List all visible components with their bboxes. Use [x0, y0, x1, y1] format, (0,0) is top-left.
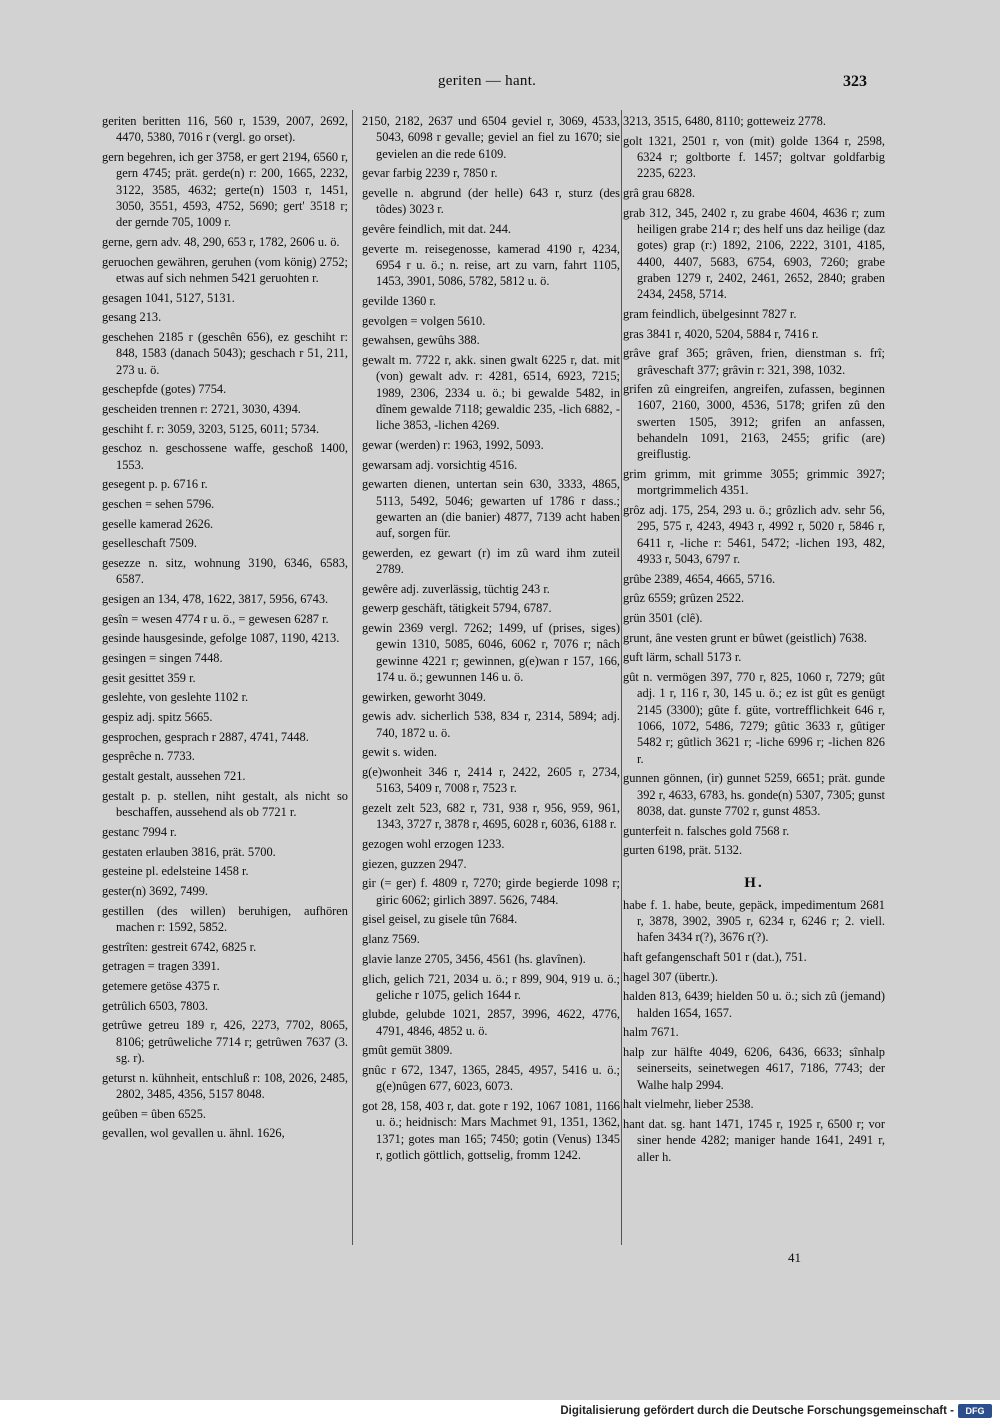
dictionary-entry: gmût gemüt 3809. [362, 1043, 453, 1058]
dictionary-entry: gewis adv. sicherlich 538, 834 r, 2314, 5894; adj. 740, 1872 u. ö. [362, 709, 620, 740]
dictionary-entry: gût n. vermögen 397, 770 r, 825, 1060 r, 7279; gût adj. 1 r, 116 r, 30, 145 u. ö.; ez ist gût es genügt 2145 (3300); gûte f. güte, vortrefflichkeit 646 r, 1066, 1072, 5486, 7279; gûtic 3633 r, gûtiger 5482 r; gûtlich 3621 r; -liche 6996 r; -lichen 826 r. [623, 670, 885, 766]
dictionary-entry: gisel geisel, zu gisele tûn 7684. [362, 912, 518, 927]
dictionary-entry: gram feindlich, übelgesinnt 7827 r. [623, 306, 797, 321]
dictionary-entry: getrûlich 6503, 7803. [102, 998, 208, 1013]
dictionary-entry: glanz 7569. [362, 932, 420, 947]
dictionary-entry: getrûwe getreu 189 r, 426, 2273, 7702, 8065, 8106; getrûweliche 7714 r; getrûwen 7637 (3. sg. r). [102, 1018, 348, 1065]
dictionary-entry: gezelt zelt 523, 682 r, 731, 938 r, 956, 959, 961, 1343, 3727 r, 3878 r, 4695, 6028 r, 6036, 6188 r. [362, 801, 620, 832]
dictionary-entry: geverte m. reisegenosse, kamerad 4190 r, 4234, 6954 r u. ö.; n. reise, art zu varn, fahrt 1105, 1453, 3901, 5086, 5782, 5812 u. ö. [362, 241, 620, 289]
dictionary-entry: halp zur hälfte 4049, 6206, 6436, 6633; sînhalp seinerseits, seinetwegen 4617, 7186, 7743; der Walhe halp 2994. [623, 1045, 885, 1092]
dictionary-entry: got 28, 158, 403 r, dat. gote r 192, 1067 1081, 1166 u. ö.; heidnisch: Mars Machmet 91, 1351, 1362, 1371; gotes man 165; 7450; gotin (Venus) 1345 r, gotlich göttlich, gottselig, fromm 1242. [362, 1099, 620, 1163]
dictionary-entry: gewit s. widen. [362, 745, 438, 760]
dictionary-entry: halm 7671. [623, 1025, 679, 1040]
dictionary-entry: geschepfde (gotes) 7754. [102, 382, 227, 397]
dictionary-entry: geturst n. kühnheit, entschluß r: 108, 2026, 2485, 2802, 3485, 4356, 5157 8048. [102, 1070, 348, 1101]
dictionary-entry: gestrîten: gestreit 6742, 6825 r. [102, 939, 257, 954]
dictionary-entry: gnûc r 672, 1347, 1365, 2845, 4957, 5416 u. ö.; g(e)nûgen 677, 6023, 6073. [362, 1063, 620, 1094]
dictionary-entry: geschiht f. r: 3059, 3203, 5125, 6011; 5734. [102, 421, 320, 436]
dictionary-entry: gewirken, geworht 3049. [362, 689, 486, 704]
dictionary-entry: gestanc 7994 r. [102, 824, 177, 839]
dictionary-entry: gesezze n. sitz, wohnung 3190, 6346, 6583, 6587. [102, 555, 348, 587]
footer-bar [0, 1400, 1000, 1423]
column-divider-1 [352, 110, 353, 1245]
column-divider-2 [621, 110, 622, 1245]
dictionary-entry: guft lärm, schall 5173 r. [623, 650, 742, 665]
dfg-logo: DFG [958, 1404, 992, 1418]
dictionary-entry: hant dat. sg. hant 1471, 1745 r, 1925 r, 6500 r; vor siner hende 4282; maniger hande 1641, 2491 r, aller h. [623, 1117, 885, 1164]
dictionary-entry: halt vielmehr, lieber 2538. [623, 1097, 754, 1112]
dictionary-entry: gunnen gönnen, (ir) gunnet 5259, 6651; prät. gunde 392 r, 4633, 6783, hs. gonde(n) 5307, 7305; gunst 8038, dat. gunste 7702 r, gunst 4853. [623, 771, 885, 818]
dictionary-entry: gevallen, wol gevallen u. ähnl. 1626, [102, 1126, 285, 1141]
dictionary-entry: gewin 2369 vergl. 7262; 1499, uf (prises, siges) gewin 1310, 5085, 6046, 6062 r, 7076 r; nâch gewinne 4221 r; gewinnen, g(e)wan r 157, 166, 174 u. ö.; gewunnen 146 u. ö. [362, 621, 620, 685]
dictionary-entry: grün 3501 (clê). [623, 611, 703, 625]
dictionary-entry: hagel 307 (übertr.). [623, 969, 718, 984]
dictionary-entry: geschoz n. geschossene waffe, geschoß 1400, 1553. [102, 441, 348, 472]
dictionary-entry: gevêre feindlich, mit dat. 244. [362, 221, 511, 236]
dictionary-entry: gestalt p. p. stellen, niht gestalt, als nicht so beschaffen, aussehend als ob 7721 r. [102, 788, 348, 820]
sheet-signature: 41 [788, 1250, 801, 1265]
dictionary-entry: geûben = ûben 6525. [102, 1106, 207, 1121]
dictionary-entry: gevelle n. abgrund (der helle) 643 r, sturz (des tôdes) 3023 r. [362, 185, 620, 217]
dictionary-entry: habe f. 1. habe, beute, gepäck, impedimentum 2681 r, 3878, 3902, 3905 r, 6234 r, 6246 r; 2. viell. hafen 3434 r(?), 3676 r(?). [623, 897, 885, 945]
dictionary-entry: grûbe 2389, 4654, 4665, 5716. [623, 571, 776, 586]
dictionary-entry: giezen, guzzen 2947. [362, 856, 467, 871]
dictionary-entry: gesigen an 134, 478, 1622, 3817, 5956, 6743. [102, 591, 329, 606]
dictionary-entry: geselle kamerad 2626. [102, 516, 214, 531]
column-2 [362, 113, 620, 1167]
dictionary-entry: gewahsen, gewûhs 388. [362, 333, 480, 348]
dictionary-entry: gewerden, ez gewart (r) im zû ward ihm zuteil 2789. [362, 545, 620, 577]
dictionary-entry: grunt, âne vesten grunt er bûwet (geistlich) 7638. [623, 630, 867, 645]
dictionary-entry: grâve graf 365; grâven, frien, dienstman s. frî; grâveschaft 377; grâvin r: 321, 398, 1032. [623, 346, 885, 377]
dictionary-entry: gurten 6198, prät. 5132. [623, 843, 743, 858]
dictionary-entry: gesinde hausgesinde, gefolge 1087, 1190, 4213. [102, 631, 340, 646]
dictionary-entry: geslehte, von geslehte 1102 r. [102, 690, 249, 705]
dictionary-entry: geruochen gewähren, geruhen (vom könig) 2752; etwas auf sich nehmen 5421 geruohten r. [102, 254, 348, 285]
dictionary-entry: golt 1321, 2501 r, von (mit) golde 1364 r, 2598, 6324 r; goltborte f. 1457; goltvar goldfarbig 2235, 6223. [623, 133, 885, 181]
dictionary-entry: gewar (werden) r: 1963, 1992, 5093. [362, 437, 544, 452]
dictionary-entry: gevar farbig 2239 r, 7850 r. [362, 166, 498, 181]
dictionary-entry: gesang 213. [102, 310, 162, 325]
dictionary-entry: gern begehren, ich ger 3758, er gert 2194, 6560 r, gern 4745; prät. gerde(n) r: 200, 1665, 2232, 3122, 3585, 4632; gerte(n) 1503 r, 1451, 3050, 3551, 4593, 4752, 5690; gert' 3518 r; der gernde 705, 1009 r. [102, 149, 348, 230]
dictionary-entry: geschen = sehen 5796. [102, 496, 215, 511]
funding-notice: Digitalisierung gefördert durch die Deutsche Forschungsgemeinschaft - [560, 1405, 954, 1417]
dictionary-entry: gester(n) 3692, 7499. [102, 883, 208, 898]
dictionary-entry: gescheiden trennen r: 2721, 3030, 4394. [102, 401, 301, 416]
dictionary-entry: geriten beritten 116, 560 r, 1539, 2007, 2692, 4470, 5380, 7016 r (vergl. go orset). [102, 114, 348, 145]
dictionary-entry: gesîn = wesen 4774 r u. ö., = gewesen 6287 r. [102, 611, 329, 626]
dictionary-entry: gerne, gern adv. 48, 290, 653 r, 1782, 2606 u. ö. [102, 234, 340, 249]
dictionary-entry: glich, gelich 721, 2034 u. ö.; r 899, 904, 919 u. ö.; geliche r 1075, gelich 1644 r. [362, 971, 620, 1002]
page-number: 323 [843, 73, 867, 90]
dictionary-entry: gesteine pl. edelsteine 1458 r. [102, 864, 249, 879]
dictionary-entry: gewêre adj. zuverlässig, tüchtig 243 r. [362, 581, 550, 596]
section-letter: H. [744, 874, 764, 891]
dictionary-entry: haft gefangenschaft 501 r (dat.), 751. [623, 950, 807, 965]
dictionary-entry: getragen = tragen 3391. [102, 959, 220, 974]
dictionary-entry: getemere getöse 4375 r. [102, 978, 220, 993]
dictionary-entry: gewerp geschäft, tätigkeit 5794, 6787. [362, 601, 552, 616]
dictionary-entry: grôz adj. 175, 254, 293 u. ö.; grôzlich adv. sehr 56, 295, 575 r, 4243, 4943 r, 4992 r, 5020 r, 5846 r, 6411 r, -liche r: 5461, 5472; -lichen 193, 482, 4933 r, 5043, 6797 r. [623, 503, 885, 566]
dictionary-entry: gesingen = singen 7448. [102, 651, 223, 666]
dictionary-entry: geschehen 2185 r (geschên 656), ez geschiht r: 848, 1583 (danach 5043); geschach r 51, 211, 273 u. ö. [102, 329, 348, 377]
dictionary-entry: 2150, 2182, 2637 und 6504 geviel r, 3069, 4533, 5043, 6098 r gevalle; geviel an fiel zu 1670; sie gevielen an die rede 6109. [362, 114, 620, 161]
dictionary-entry: gewarten dienen, untertan sein 630, 3333, 4865, 5113, 5492, 5046; gewarten uf 1786 r dass.; gewarten an (die banier) 4877, 7139 acht haben auf, sorgen für. [362, 477, 620, 541]
dictionary-entry: gestillen (des willen) beruhigen, aufhören machen r: 1592, 5852. [102, 903, 348, 934]
dictionary-entry: gunterfeit n. falsches gold 7568 r. [623, 823, 790, 838]
column-3 [623, 113, 885, 1168]
dictionary-entry: geselleschaft 7509. [102, 536, 197, 551]
dictionary-entry: gestalt gestalt, aussehen 721. [102, 769, 246, 784]
dictionary-entry: 3213, 3515, 6480, 8110; gotteweiz 2778. [623, 114, 826, 128]
running-head: geriten — hant. [438, 73, 537, 89]
dictionary-entry: gestaten erlauben 3816, prät. 5700. [102, 844, 276, 859]
dictionary-entry: grab 312, 345, 2402 r, zu grabe 4604, 4636 r; zum heiligen grabe 214 r; des helf uns daz heilige (daz gotes) grap (r:) 1892, 2106, 2222, 3101, 4185, 4400, 4407, 5683, 6754, 6903, 7260; grabe graben 1279 r, 2402, 2461, 2652, 2840; graben 2434, 2458, 5714. [623, 205, 885, 302]
dictionary-entry: gesegent p. p. 6716 r. [102, 477, 208, 492]
dictionary-entry: gesprochen, gesprach r 2887, 4741, 7448. [102, 729, 309, 744]
dictionary-entry: grifen zû eingreifen, angreifen, zufassen, beginnen 1607, 2160, 3000, 4536, 5178; grifen zû den swerten 1505, 3912; grifen an anfassen, behandeln 1091, 2163, 2455; grific (are) greiflustig. [623, 382, 885, 462]
dictionary-entry: gespiz adj. spitz 5665. [102, 710, 213, 725]
dictionary-entry: grûz 6559; grûzen 2522. [623, 591, 745, 606]
dictionary-entry: glavie lanze 2705, 3456, 4561 (hs. glavînen). [362, 951, 586, 966]
page-header [0, 73, 1000, 97]
dictionary-entry: halden 813, 6439; hielden 50 u. ö.; sich zû (jemand) halden 1654, 1657. [623, 989, 885, 1020]
dictionary-entry: gevolgen = volgen 5610. [362, 313, 486, 328]
dictionary-entry: gir (= ger) f. 4809 r, 7270; girde begierde 1098 r; giric 6062; girlich 3897. 5626, 7484. [362, 876, 620, 907]
dictionary-entry: gras 3841 r, 4020, 5204, 5884 r, 7416 r. [623, 326, 819, 341]
dictionary-entry: gewalt m. 7722 r, akk. sinen gwalt 6225 r, dat. mit (von) gewalt adv. r: 4281, 6514, 6923, 7215; 1989, 2306, 2334 u. ö.; bi gewalde 5482, in dînem gewalde 7118; gewaldic 235, -lich 6882, -liche 3853, -lichen 4269. [362, 352, 620, 433]
column-1 [102, 113, 348, 1145]
dictionary-entry: grim grimm, mit grimme 3055; grimmic 3927; mortgrimmelich 4351. [623, 467, 885, 498]
dictionary-entry: gesit gesittet 359 r. [102, 670, 196, 685]
dictionary-entry: gevilde 1360 r. [362, 293, 436, 308]
dictionary-entry: g(e)wonheit 346 r, 2414 r, 2422, 2605 r, 2734, 5163, 5409 r, 7008 r, 7523 r. [362, 765, 620, 796]
dictionary-entry: glubde, gelubde 1021, 2857, 3996, 4622, 4776, 4791, 4846, 4852 u. ö. [362, 1007, 620, 1038]
dictionary-entry: gesprêche n. 7733. [102, 749, 195, 764]
dictionary-entry: gezogen wohl erzogen 1233. [362, 837, 505, 852]
dictionary-entry: gewarsam adj. vorsichtig 4516. [362, 457, 518, 472]
dictionary-entry: grâ grau 6828. [623, 185, 695, 200]
dictionary-entry: gesagen 1041, 5127, 5131. [102, 290, 235, 305]
